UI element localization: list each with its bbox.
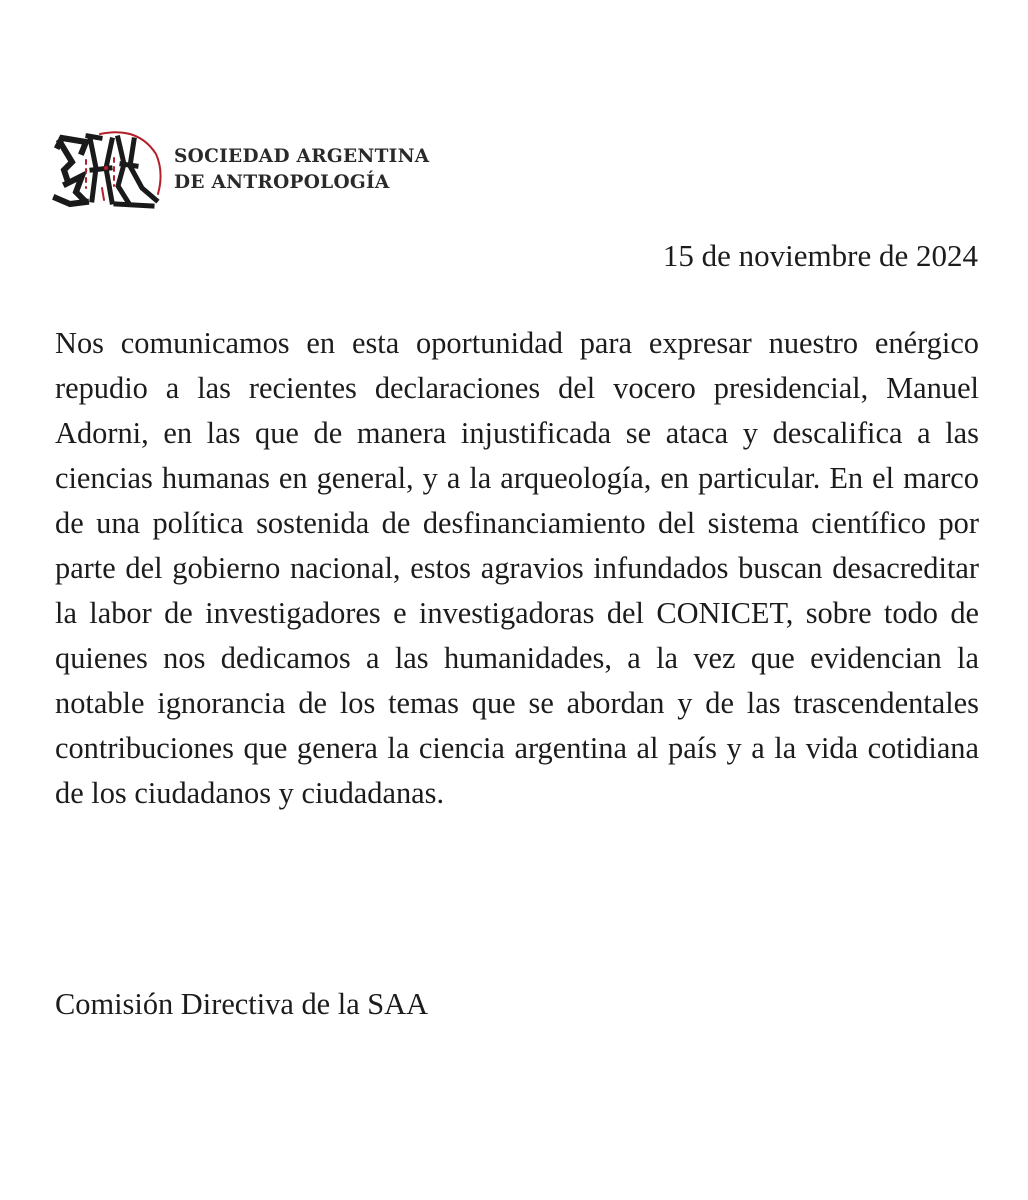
logo-red-dot: [104, 166, 108, 170]
organization-name-line-2: DE ANTROPOLOGÍA: [174, 172, 390, 193]
letter-date: 15 de noviembre de 2024: [662, 238, 978, 273]
letter-signature: Comisión Directiva de la SAA: [55, 987, 429, 1021]
saa-logo-icon: [52, 128, 164, 212]
logo-letter-s: [56, 138, 86, 204]
letter-body: Nos comunicamos en esta oportunidad para expresar nuestro enérgico repudio a las recientes declaraciones del vocero presidencial, Manuel Adorni, en las que de manera injustificada se ataca y descalifica a las ciencias humanas en general, y a la arqueología, en particular. En el marco de una política sostenida de desfinanciamiento del sistema científico por parte del gobierno nacional, estos agravios infundados buscan desacreditar la labor de investigadores e investigadoras del CONICET, sobre todo de quienes nos dedicamos a las humanidades, a la vez que evidencian la notable ignorancia de los temas que se abordan y de las trascendentales contribuciones que genera la ciencia argentina al país y a la vida cotidiana de los ciudadanos y ciudadanas.: [55, 326, 979, 810]
organization-name: [174, 144, 429, 196]
logo-letter-a-2: [116, 138, 156, 206]
logo-letter-a: [88, 136, 112, 202]
letterhead: [52, 128, 429, 212]
organization-name-line-1: SOCIEDAD ARGENTINA: [174, 146, 430, 167]
